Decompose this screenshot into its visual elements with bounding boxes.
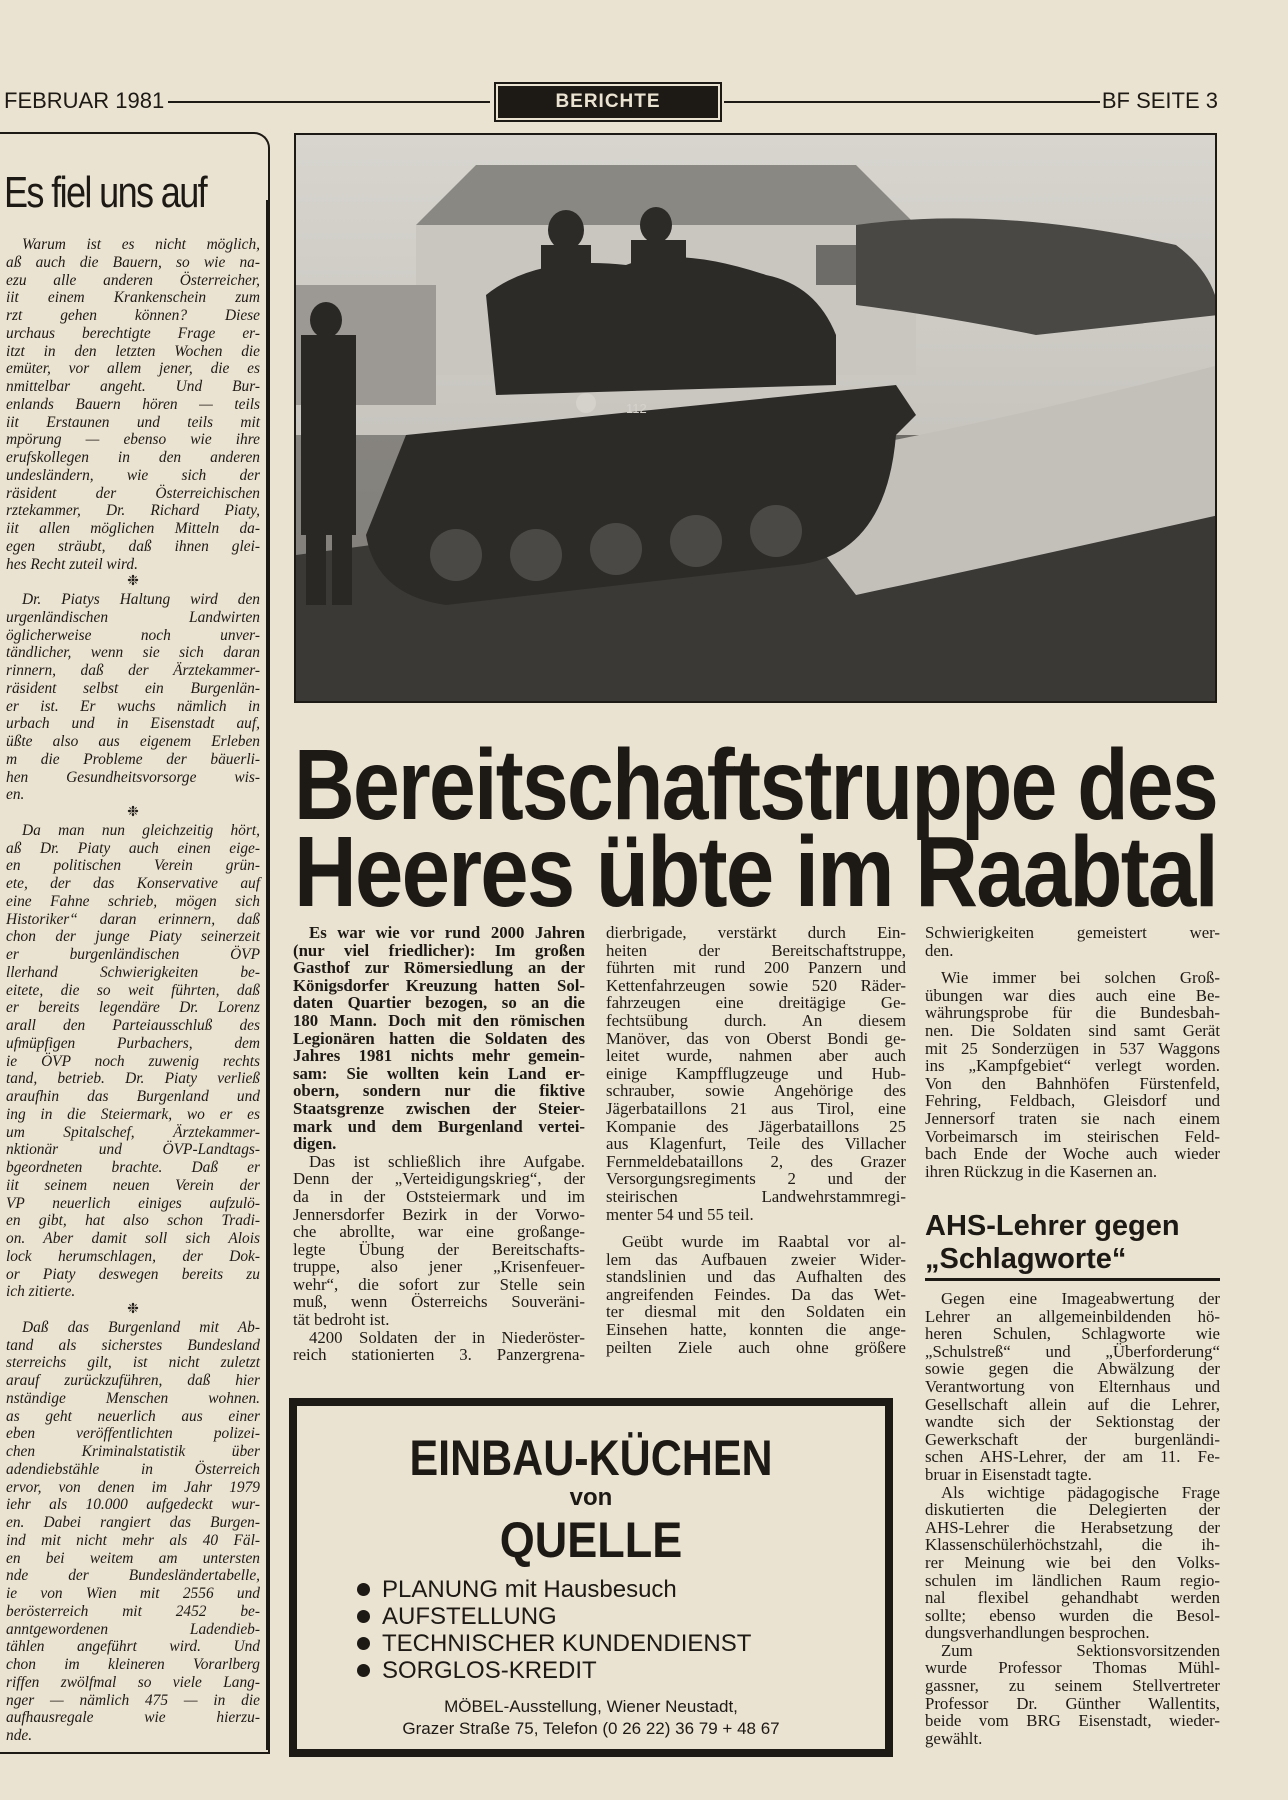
sidebar-frame-edge	[266, 200, 269, 1750]
text-line: Von den Bahnhöfen Fürstenfeld,	[925, 1073, 1220, 1093]
sub-headline-rule	[925, 1278, 1220, 1281]
text-line: nde.	[6, 1727, 33, 1744]
text-line: beide vom BRG Eisenstadt, wieder-	[925, 1711, 1220, 1731]
text-line: en gibt, hat also schon Tradi-	[6, 1212, 260, 1230]
ad-brand: QUELLE	[499, 1512, 683, 1568]
text-line: schrauber, sowie Angehörige des	[606, 1081, 906, 1101]
text-line: tand als sicherstes Bundesland	[6, 1336, 260, 1354]
text-line: ervor, von denen im Jahr 1979	[6, 1478, 260, 1496]
page-number: BF SEITE 3	[1101, 88, 1218, 113]
text-line: hes Recht zuteil wird.	[6, 555, 138, 573]
text-line: er ist. Er wuchs nämlich in	[6, 697, 260, 715]
text-line: tät bedroht ist.	[293, 1310, 390, 1330]
text-line: Das ist schließlich ihre Aufgabe.	[309, 1151, 585, 1171]
text-line: ie ÖVP noch zuwenig rechts	[6, 1052, 260, 1070]
separator-asterisk-icon: ❉	[127, 1302, 139, 1317]
ad-service-item: AUFSTELLUNG	[357, 1603, 885, 1630]
separator-asterisk-icon: ❉	[127, 805, 139, 820]
kitchen-advertisement	[289, 1398, 893, 1757]
text-line: Schwierigkeiten gemeistert wer-	[925, 923, 1220, 942]
paragraph	[925, 1290, 1220, 1484]
text-line: sollte; ebenso wurden die Besol-	[925, 1605, 1220, 1625]
ad-services-list	[357, 1576, 885, 1684]
text-line: mpörung — ebenso wie ihre	[6, 431, 260, 449]
text-line: Professor Dr. Günther Wallentits,	[925, 1693, 1220, 1713]
text-line: Kompanie des Jägerbataillons 25	[606, 1116, 906, 1136]
header-rule	[724, 101, 1100, 103]
text-line: aß auch die Bauern, so wie na-	[6, 253, 260, 271]
text-line: sowie gegen die Abwälzung der	[925, 1359, 1220, 1379]
text-line: tändlicher, wenn sie sich daran	[6, 644, 260, 662]
text-line: um Spitalschef, Ärztekammer-	[6, 1123, 260, 1141]
text-line: arall den Parteiausschluß des	[6, 1017, 260, 1034]
text-line: ich zitierte.	[6, 1283, 76, 1301]
text-line: da in der Oststeiermark und im	[293, 1186, 585, 1206]
text-line: berösterreich mit 2452 be-	[6, 1602, 260, 1620]
text-line: Geübt wurde im Raabtal vor al-	[622, 1232, 906, 1252]
ad-connector: von	[569, 1484, 613, 1511]
text-line: bach Ende der Woche auch wieder	[925, 1144, 1220, 1164]
sidebar-title: Es fiel uns auf	[4, 168, 207, 217]
text-line: iehr als 10.000 aufgedeckt wur-	[6, 1496, 260, 1514]
text-line: Staatsgrenze zwischen der Steier-	[293, 1098, 585, 1118]
text-line: ter diesmal mit den Soldaten ein	[606, 1302, 906, 1322]
text-line: erufskollegen in den anderen	[6, 449, 260, 466]
text-line: Da man nun gleichzeitig hört,	[22, 821, 260, 839]
text-line: den.	[925, 940, 954, 960]
text-line: sterreichs gilt, ist nicht zuletzt	[6, 1354, 260, 1372]
sidebar-text	[6, 236, 260, 1745]
text-line: iit Erstaunen und teils mit	[6, 413, 260, 431]
sub-article-headline	[925, 1210, 1220, 1276]
text-line: übungen war dies auch eine Be-	[925, 985, 1220, 1005]
text-line: heren Schulen, Schlagworte wie	[925, 1324, 1220, 1344]
text-line: eitete, die so weit führten, daß	[6, 981, 260, 999]
text-line: Vorbeimarsch im steirischen Feld-	[925, 1126, 1220, 1146]
text-line: bruar in Eisenstadt tagte.	[925, 1464, 1092, 1484]
paragraph	[925, 1642, 1220, 1748]
text-line: angreifenden Feindes. Da das Wet-	[606, 1284, 906, 1304]
text-line: Lehrer an allgemeinbildenden hö-	[925, 1306, 1220, 1326]
text-line: aus Klagenfurt, Teile des Villacher	[606, 1134, 906, 1154]
text-line: anntgewordenen Ladendieb-	[6, 1620, 260, 1638]
text-line: Verantwortung von Elternhaus und	[925, 1376, 1220, 1396]
paragraph	[293, 924, 585, 1153]
text-line: leitet wurde, nahmen aber auch	[606, 1046, 906, 1066]
text-line: Königsdorfer Kreuzung hatten Sol-	[293, 975, 585, 995]
separator-asterisk-icon: ❉	[127, 574, 139, 590]
text-line: ie von Wien mit 2556 und	[6, 1585, 260, 1602]
text-line: mit 25 Sonderzügen in 537 Waggons	[925, 1038, 1220, 1058]
text-line: ihren Rückzug in die Kasernen an.	[925, 1161, 1158, 1181]
text-line: wandte sich der Sektionstag der	[925, 1412, 1220, 1432]
text-line: bgeordneten brachte. Daß er	[6, 1159, 260, 1176]
text-line: rinnern, daß der Ärztekammer-	[6, 662, 260, 679]
text-line: chon im kleineren Vorarlberg	[6, 1656, 260, 1673]
text-line: Fehring, Feldbach, Gleisdorf und	[925, 1091, 1220, 1111]
text-line: dierbrigade, verstärkt durch Ein-	[606, 923, 906, 942]
text-line: adendiebstähle in Österreich	[6, 1460, 260, 1478]
text-line: rzt gehen können? Diese	[6, 307, 260, 324]
text-line: mark und dem Burgenland vertei-	[293, 1116, 585, 1136]
tank-photo-image	[296, 135, 1217, 703]
text-line: digen.	[293, 1134, 337, 1154]
paragraph	[293, 1329, 585, 1364]
text-line: emüter, vor allem jener, die es	[6, 360, 260, 378]
text-line: aß Dr. Piaty auch einen eige-	[6, 839, 260, 857]
paragraph	[606, 924, 906, 1223]
text-line: riffen zwölfmal so viele Lang-	[6, 1673, 260, 1691]
text-line: „Schulstreß“ und „Überforderung“	[925, 1341, 1220, 1361]
tank-photo	[294, 133, 1217, 703]
text-line: menter 54 und 55 teil.	[606, 1204, 754, 1224]
text-line: wurde Professor Thomas Mühl-	[925, 1658, 1220, 1678]
text-line: nde der Bundesländertabelle,	[6, 1567, 260, 1585]
text-line: tählen angeführt wird. Und	[6, 1638, 260, 1656]
main-headline-line-1: Bereitschaftstruppe des	[294, 729, 1217, 841]
text-line: itzt in den letzten Wochen die	[6, 342, 260, 360]
paragraph	[606, 1233, 906, 1356]
article-column-3	[925, 924, 1220, 1180]
text-line: gewählt.	[925, 1728, 983, 1748]
header-rule	[168, 101, 490, 103]
text-line: Denn der „Verteidigungskrieg“, der	[293, 1169, 585, 1189]
text-line: lock herumschlagen, der Dok-	[6, 1247, 260, 1265]
text-line: aufhausregale wie hierzu-	[6, 1709, 260, 1727]
text-line: Fernmeldebataillons 2, des Grazer	[606, 1151, 906, 1171]
main-headline-line-2: Heeres übte im Raabtal	[294, 816, 1217, 928]
text-line: steirischen Landwehrstammregi-	[606, 1186, 906, 1206]
text-line: obern, sondern nur die fiktive	[293, 1081, 585, 1101]
text-line: eben veröffentlichten polizei-	[6, 1425, 260, 1443]
paragraph	[293, 1153, 585, 1329]
text-line: 4200 Soldaten der in Niederöster-	[309, 1327, 585, 1347]
text-line: en.	[6, 786, 25, 804]
section-label: BERICHTE	[498, 86, 718, 118]
text-line: Jahres 1981 nichts mehr gemein-	[293, 1046, 585, 1066]
text-line: urgenländischen Landwirten	[6, 608, 260, 626]
text-line: en politischen Verein grün-	[6, 857, 260, 875]
text-line: führten mit rund 200 Panzern und	[606, 958, 906, 978]
text-line: peilten Ziele auch ohne größere	[606, 1337, 906, 1357]
text-line: iit einem Krankenschein zum	[6, 289, 260, 307]
article-column-1	[293, 924, 585, 1364]
text-line: Legionären hatten die Soldaten des	[293, 1028, 585, 1048]
text-line: urbach und in Eisenstadt auf,	[6, 715, 260, 733]
article-column-2	[606, 924, 906, 1356]
text-line: egen sträubt, daß ihnen glei-	[6, 537, 260, 555]
paragraph	[925, 969, 1220, 1180]
bullet-icon	[357, 1610, 370, 1623]
text-line: eine Fahne schrieb, mögen sich	[6, 892, 260, 910]
ad-service-item: TECHNISCHER KUNDENDIENST	[357, 1630, 885, 1657]
text-line: llerhand Schwierigkeiten be-	[6, 963, 260, 981]
text-line: iit seinem neuen Verein der	[6, 1176, 260, 1194]
paragraph	[925, 924, 1220, 959]
text-line: muß, wenn Österreichs Souveräni-	[293, 1292, 585, 1312]
text-line: sam: Sie wollten kein Land er-	[293, 1063, 585, 1083]
text-line: Gasthof zur Römersiedlung an der	[293, 958, 585, 978]
text-line: tand, betrieb. Dr. Piaty verließ	[6, 1070, 260, 1088]
text-line: nktionär und ÖVP-Landtags-	[6, 1141, 260, 1159]
ad-service-item: PLANUNG mit Hausbesuch	[357, 1576, 885, 1603]
text-line: undesländern, wie sich der	[6, 466, 260, 484]
text-line: schen AHS-Lehrer, der am 11. Fe-	[925, 1447, 1220, 1467]
vehicle-number: 112	[626, 401, 647, 416]
text-line: Dr. Piatys Haltung wird den	[22, 591, 260, 608]
text-line: Es war wie vor rund 2000 Jahren	[309, 923, 585, 942]
sub-article-body	[925, 1290, 1220, 1747]
text-line: nger — nämlich 475 — in die	[6, 1691, 260, 1709]
text-line: Jennersdorfer Bezirk in der Vorwo-	[293, 1204, 585, 1224]
text-line: rztekammer, Dr. Richard Piaty,	[6, 502, 260, 520]
text-line: Jennersorf traten sie nach einem	[925, 1108, 1220, 1128]
text-line: Warum ist es nicht möglich,	[22, 236, 260, 253]
text-line: ind mit nicht mehr als 40 Fäl-	[6, 1531, 260, 1549]
text-line: Gegen eine Imageabwertung der	[941, 1289, 1220, 1308]
text-line: lem das Aufbauen zweier Wider-	[606, 1249, 906, 1269]
text-line: legte Übung der Bereitschafts-	[293, 1239, 585, 1259]
text-line: fechtsübung durch. An diesem	[606, 1010, 906, 1030]
text-line: VP neuerlich einiges aufzulö-	[6, 1194, 260, 1212]
text-line: währungsprobe für die Bundesbah-	[925, 1003, 1220, 1023]
text-line: ins „Kampfgebiet“ verlegt worden.	[925, 1056, 1220, 1076]
text-line: diskutierten die Delegierten der	[925, 1500, 1220, 1520]
text-line: ing in die Steiermark, wo er es	[6, 1105, 260, 1123]
text-line: gassner, zu seinem Stellvertreter	[925, 1676, 1220, 1696]
issue-date: FEBRUAR 1981	[4, 88, 165, 113]
text-line: wehr“, die sofort zur Stelle sein	[293, 1274, 585, 1294]
text-line: enlands Bauern hören — teils	[6, 395, 260, 413]
text-line: schulen im ländlichen Raum regio-	[925, 1570, 1220, 1590]
text-line: Gesellschaft allein auf die Lehrer,	[925, 1394, 1220, 1414]
text-line: iit allen möglichen Mitteln da-	[6, 520, 260, 537]
text-line: nständige Menschen wohnen.	[6, 1389, 260, 1407]
text-line: Gewerkschaft der burgenländi-	[925, 1429, 1220, 1449]
text-line: en bei weitem am untersten	[6, 1549, 260, 1567]
text-line: standslinien und das Aufhalten des	[606, 1267, 906, 1287]
text-line: (nur viel friedlicher): Im großen	[293, 940, 585, 960]
text-line: reich stationierten 3. Panzergrena-	[293, 1345, 585, 1365]
text-line: üßte also aus eigenem Erleben	[6, 733, 260, 750]
text-line: einige Kampfflugzeuge und Hub-	[606, 1063, 906, 1083]
bullet-icon	[357, 1664, 370, 1677]
text-line: m die Probleme der bäuerli-	[6, 750, 260, 768]
text-line: AHS-Lehrer die Herabsetzung der	[925, 1517, 1220, 1537]
ad-title: EINBAU-KÜCHEN	[409, 1430, 773, 1486]
text-line: 180 Mann. Doch mit den römischen	[293, 1010, 585, 1030]
text-line: chon der junge Piaty seinerzeit	[6, 928, 260, 946]
bullet-icon	[357, 1637, 370, 1650]
text-line: en. Dabei rangiert das Burgen-	[6, 1514, 260, 1531]
text-line: ete, der das Konservative auf	[6, 875, 260, 892]
text-line: fahrzeugen eine dreitägige Ge-	[606, 993, 906, 1013]
text-line: Als wichtige pädagogische Frage	[941, 1482, 1220, 1502]
text-line: araufhin das Burgenland und	[6, 1088, 260, 1105]
text-line: öglicherweise noch unver-	[6, 626, 260, 644]
text-line: nal flexibel gehandhabt werden	[925, 1588, 1220, 1608]
text-line: räsident der Österreichischen	[6, 484, 260, 502]
text-line: as geht neuerlich aus einer	[6, 1407, 260, 1425]
text-line: Zum Sektionsvorsitzenden	[941, 1640, 1220, 1660]
text-line: Historiker“ daran erinnern, daß	[6, 910, 260, 928]
text-line: daten Quartier bezogen, so an die	[293, 993, 585, 1013]
text-line: dungsverhandlungen besprochen.	[925, 1623, 1150, 1643]
text-line: urchaus berechtigte Frage er-	[6, 324, 260, 342]
sub-headline-line: AHS-Lehrer gegen	[925, 1210, 1180, 1242]
text-line: or Piaty deswegen bereits zu	[6, 1265, 260, 1283]
text-line: ufmüpfigen Purbachers, dem	[6, 1034, 260, 1052]
text-line: räsident selbst ein Burgenlän-	[6, 679, 260, 697]
text-line: Daß das Burgenland mit Ab-	[22, 1318, 260, 1336]
text-line: ezu alle anderen Österreicher,	[6, 271, 260, 289]
text-line: heiten der Bereitschaftstruppe,	[606, 940, 906, 960]
paragraph	[925, 1484, 1220, 1642]
bullet-icon	[357, 1583, 370, 1596]
text-line: chen Kriminalstatistik über	[6, 1443, 260, 1460]
text-line: Versorgungsregiments 2 und der	[606, 1169, 906, 1189]
text-line: Jägerbataillons 21 aus Tirol, eine	[606, 1098, 906, 1118]
text-line: arauf zurückzuführen, daß hier	[6, 1372, 260, 1389]
text-line: hen Gesundheitsvorsorge wis-	[6, 768, 260, 786]
text-line: Wie immer bei solchen Groß-	[941, 968, 1220, 988]
text-line: er burgenländischen ÖVP	[6, 946, 260, 963]
text-line: Kettenfahrzeugen sowie 520 Räder-	[606, 975, 906, 995]
ad-address: MÖBEL-Ausstellung, Wiener Neustadt, Grazer Straße 75, Telefon (0 26 22) 36 79 + 48 67	[402, 1697, 780, 1738]
text-line: nen. Die Soldaten sind samt Gerät	[925, 1020, 1220, 1040]
ad-service-item: SORGLOS-KREDIT	[357, 1657, 885, 1684]
text-line: er bereits legendäre Dr. Lorenz	[6, 999, 260, 1017]
text-line: truppe, also jener „Krisenfeuer-	[293, 1257, 585, 1277]
text-line: Manöver, das von Oberst Bondi ge-	[606, 1028, 906, 1048]
text-line: Klassenschülerhöchstzahl, die ih-	[925, 1535, 1220, 1555]
text-line: Einsehen hatte, konnten die ange-	[606, 1320, 906, 1340]
text-line: on. Aber damit soll sich Alois	[6, 1230, 260, 1247]
sub-headline-line: „Schlagworte“	[925, 1243, 1127, 1275]
text-line: nmittelbar angeht. Und Bur-	[6, 378, 260, 395]
text-line: che abrollte, war eine großange-	[293, 1222, 585, 1242]
text-line: rer Meinung wie bei den Volks-	[925, 1552, 1220, 1572]
